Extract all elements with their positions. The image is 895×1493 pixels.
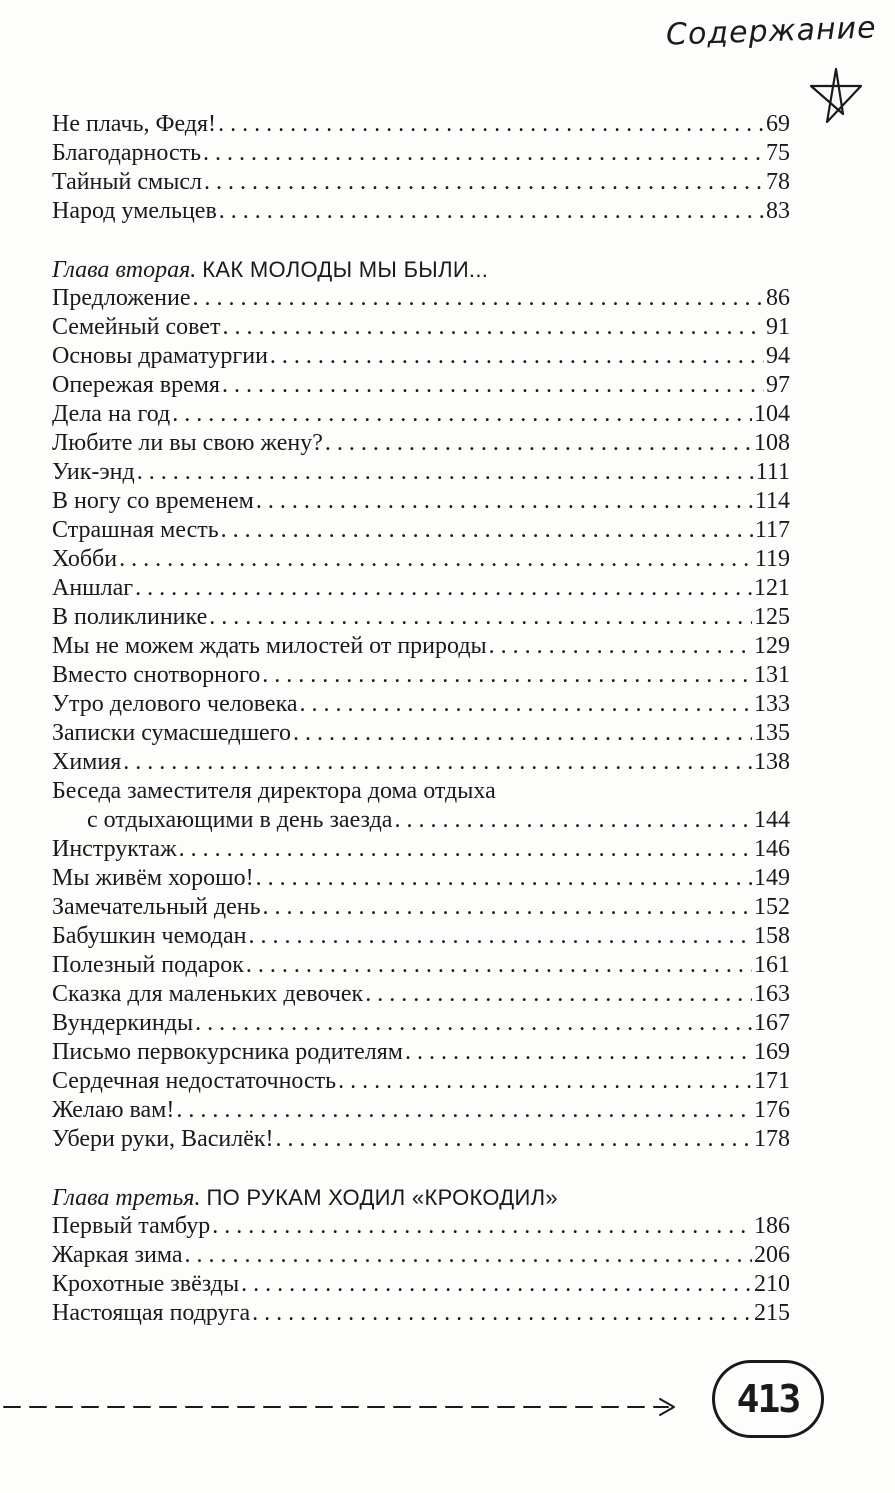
toc-entry-title: Основы драматургии xyxy=(52,343,268,369)
dot-leader xyxy=(222,371,764,400)
dot-leader xyxy=(172,400,752,429)
dot-leader xyxy=(405,1038,752,1067)
toc-entry-title: В ногу со временем xyxy=(52,488,254,514)
toc-entry-page: 135 xyxy=(754,720,790,746)
toc-entry-title: Вместо снотворного xyxy=(52,662,261,688)
dot-leader xyxy=(204,168,764,197)
toc-entry-title: Семейный совет xyxy=(52,314,221,340)
toc-entry[interactable] xyxy=(52,893,790,922)
dot-leader xyxy=(365,980,752,1009)
chapter-heading-prefix: Глава вторая. xyxy=(52,257,197,283)
toc-entry-line xyxy=(52,806,790,835)
toc-entry[interactable] xyxy=(52,168,790,197)
toc-entry[interactable] xyxy=(52,951,790,980)
toc-entry-title: Крохотные звёзды xyxy=(52,1271,240,1297)
toc-entry-multiline[interactable] xyxy=(52,777,790,835)
toc-entry-title: Аншлаг xyxy=(52,575,134,601)
toc-entry-page: 167 xyxy=(754,1010,790,1036)
toc-entry-page: 138 xyxy=(754,749,790,775)
dot-leader xyxy=(221,516,753,545)
toc-section xyxy=(52,110,790,226)
toc-entry-title: Полезный подарок xyxy=(52,952,244,978)
toc-entry[interactable] xyxy=(52,922,790,951)
toc-entry-page: 215 xyxy=(754,1300,790,1326)
toc-entry-title: Не плачь, Федя! xyxy=(52,111,217,137)
toc-entry-page: 169 xyxy=(754,1039,790,1065)
toc-entry-title: Убери руки, Василёк! xyxy=(52,1126,274,1152)
toc-entry-page: 108 xyxy=(754,430,790,456)
toc-section xyxy=(52,255,790,1154)
toc-entry-title: Уик-энд xyxy=(52,459,135,485)
toc-entry-page: 114 xyxy=(754,488,790,514)
dot-leader xyxy=(325,429,752,458)
dot-leader xyxy=(176,1096,752,1125)
toc-entry[interactable] xyxy=(52,110,790,139)
toc-entry[interactable] xyxy=(52,1096,790,1125)
toc-entry-page: 125 xyxy=(754,604,790,630)
toc-entry-title: Записки сумасшедшего xyxy=(52,720,291,746)
toc-entry-title: Беседа заместителя директора дома отдыха xyxy=(52,778,496,804)
toc-entry-title-continuation: с отдыхающими в день заезда xyxy=(87,807,393,833)
dot-leader xyxy=(179,835,752,864)
dot-leader xyxy=(256,864,752,893)
toc-entry-page: 117 xyxy=(754,517,790,543)
toc-entry-page: 144 xyxy=(754,807,790,833)
toc-entry[interactable] xyxy=(52,1067,790,1096)
dot-leader xyxy=(252,1299,752,1328)
toc-entry-title: Опережая время xyxy=(52,372,220,398)
toc-entry-title: Бабушкин чемодан xyxy=(52,923,247,949)
chapter-heading-prefix: Глава третья. xyxy=(52,1185,201,1211)
toc-entry[interactable] xyxy=(52,1038,790,1067)
toc-entry-page: 161 xyxy=(754,952,790,978)
toc-entry-page: 149 xyxy=(754,865,790,891)
dot-leader xyxy=(276,1125,753,1154)
toc-entry-title: Страшная месть xyxy=(52,517,219,543)
dot-leader xyxy=(123,748,752,777)
toc-entry[interactable] xyxy=(52,719,790,748)
toc-entry-page: 97 xyxy=(766,372,790,398)
toc-entry-title: В поликлинике xyxy=(52,604,208,630)
dot-leader xyxy=(270,342,764,371)
toc-entry-page: 163 xyxy=(754,981,790,1007)
toc-entry[interactable] xyxy=(52,748,790,777)
toc-entry-title: Мы живём хорошо! xyxy=(52,865,254,891)
toc-entry[interactable] xyxy=(52,1241,790,1270)
toc-entry-title: Замечательный день xyxy=(52,894,261,920)
toc-entry[interactable] xyxy=(52,371,790,400)
toc-entry[interactable] xyxy=(52,1270,790,1299)
toc-entry-page: 129 xyxy=(754,633,790,659)
toc-entry-title: Настоящая подруга xyxy=(52,1300,251,1326)
dashed-arrow-icon xyxy=(0,1395,690,1419)
dot-leader xyxy=(394,806,752,835)
toc-entry-title: Инструктаж xyxy=(52,836,177,862)
toc-entry[interactable] xyxy=(52,835,790,864)
dot-leader xyxy=(119,545,753,574)
toc-entry-page: 178 xyxy=(754,1126,790,1152)
toc-entry-page: 171 xyxy=(754,1068,790,1094)
toc-entry-page: 206 xyxy=(754,1242,790,1268)
toc-entry[interactable] xyxy=(52,139,790,168)
dot-leader xyxy=(241,1270,752,1299)
toc-entry-title: Химия xyxy=(52,749,122,775)
dot-leader xyxy=(300,690,752,719)
dot-leader xyxy=(137,458,754,487)
toc-entry[interactable] xyxy=(52,458,790,487)
toc-entry[interactable] xyxy=(52,313,790,342)
toc-entry[interactable] xyxy=(52,690,790,719)
toc-entry-title: Тайный смысл xyxy=(52,169,202,195)
toc-entry-title: Любите ли вы свою жену? xyxy=(52,430,323,456)
toc-entry-page: 104 xyxy=(754,401,790,427)
toc-entry[interactable] xyxy=(52,284,790,313)
dot-leader xyxy=(263,893,752,922)
chapter-heading[interactable] xyxy=(52,255,790,284)
dot-leader xyxy=(293,719,752,748)
dot-leader xyxy=(185,1241,752,1270)
toc-entry[interactable] xyxy=(52,545,790,574)
star-icon xyxy=(805,66,867,128)
dot-leader xyxy=(135,574,752,603)
dot-leader xyxy=(219,197,764,226)
chapter-heading[interactable] xyxy=(52,1183,790,1212)
toc-entry-title: Сказка для маленьких девочек xyxy=(52,981,364,1007)
dot-leader xyxy=(222,313,764,342)
toc-entry-title: Хобби xyxy=(52,546,118,572)
toc-entry[interactable] xyxy=(52,429,790,458)
toc-entry-title: Благодарность xyxy=(52,140,202,166)
toc-entry[interactable] xyxy=(52,632,790,661)
toc-entry-page: 210 xyxy=(754,1271,790,1297)
toc-entry-page: 152 xyxy=(754,894,790,920)
toc-entry-title: Дела на год xyxy=(52,401,171,427)
dot-leader xyxy=(218,110,764,139)
toc-entry-page: 83 xyxy=(766,198,790,224)
toc-entry-page: 131 xyxy=(754,662,790,688)
toc-entry[interactable] xyxy=(52,603,790,632)
toc-entry-page: 146 xyxy=(754,836,790,862)
toc-entry-page: 94 xyxy=(766,343,790,369)
toc-entry-title: Письмо первокурсника родителям xyxy=(52,1039,403,1065)
toc-entry[interactable] xyxy=(52,487,790,516)
toc-entry-title: Предложение xyxy=(52,285,191,311)
toc-entry[interactable] xyxy=(52,574,790,603)
page-header-title: Содержание xyxy=(665,10,878,53)
dot-leader xyxy=(248,922,752,951)
toc-entry[interactable] xyxy=(52,980,790,1009)
toc-entry[interactable] xyxy=(52,1009,790,1038)
toc-entry-page: 158 xyxy=(754,923,790,949)
toc-entry-title: Вундеркинды xyxy=(52,1010,194,1036)
dot-leader xyxy=(209,603,752,632)
toc-entry-title: Жаркая зима xyxy=(52,1242,183,1268)
chapter-heading-name: КАК МОЛОДЫ МЫ БЫЛИ... xyxy=(202,257,489,282)
toc-entry-page: 111 xyxy=(755,459,790,485)
table-of-contents xyxy=(52,110,790,1328)
toc-entry[interactable] xyxy=(52,1212,790,1241)
dot-leader xyxy=(256,487,753,516)
toc-entry-title: Первый тамбур xyxy=(52,1213,211,1239)
toc-entry-line xyxy=(52,777,790,806)
dot-leader xyxy=(195,1009,752,1038)
dot-leader xyxy=(246,951,752,980)
toc-entry-page: 86 xyxy=(766,285,790,311)
toc-entry-page: 69 xyxy=(766,111,790,137)
toc-entry-title: Мы не можем ждать милостей от природы xyxy=(52,633,487,659)
toc-entry-page: 133 xyxy=(754,691,790,717)
toc-entry-page: 75 xyxy=(766,140,790,166)
dot-leader xyxy=(489,632,752,661)
dot-leader xyxy=(212,1212,752,1241)
dot-leader xyxy=(262,661,752,690)
toc-entry-title: Утро делового человека xyxy=(52,691,298,717)
toc-entry-page: 78 xyxy=(766,169,790,195)
toc-entry-page: 119 xyxy=(754,546,790,572)
toc-entry[interactable] xyxy=(52,516,790,545)
toc-entry-page: 186 xyxy=(754,1213,790,1239)
toc-entry-page: 91 xyxy=(766,314,790,340)
toc-entry[interactable] xyxy=(52,197,790,226)
toc-entry-title: Сердечная недостаточность xyxy=(52,1068,337,1094)
toc-entry[interactable] xyxy=(52,1299,790,1328)
toc-entry-title: Народ умельцев xyxy=(52,198,217,224)
toc-entry-page: 176 xyxy=(754,1097,790,1123)
chapter-heading-name: ПО РУКАМ ХОДИЛ «КРОКОДИЛ» xyxy=(206,1185,558,1210)
toc-entry-page: 121 xyxy=(754,575,790,601)
toc-entry[interactable] xyxy=(52,864,790,893)
toc-entry[interactable] xyxy=(52,661,790,690)
toc-entry[interactable] xyxy=(52,342,790,371)
toc-section xyxy=(52,1183,790,1328)
dot-leader xyxy=(193,284,764,313)
toc-entry-title: Желаю вам! xyxy=(52,1097,175,1123)
toc-entry[interactable] xyxy=(52,400,790,429)
toc-entry[interactable] xyxy=(52,1125,790,1154)
dot-leader xyxy=(203,139,764,168)
dot-leader xyxy=(338,1067,752,1096)
page-number-badge: 413 xyxy=(712,1360,824,1438)
